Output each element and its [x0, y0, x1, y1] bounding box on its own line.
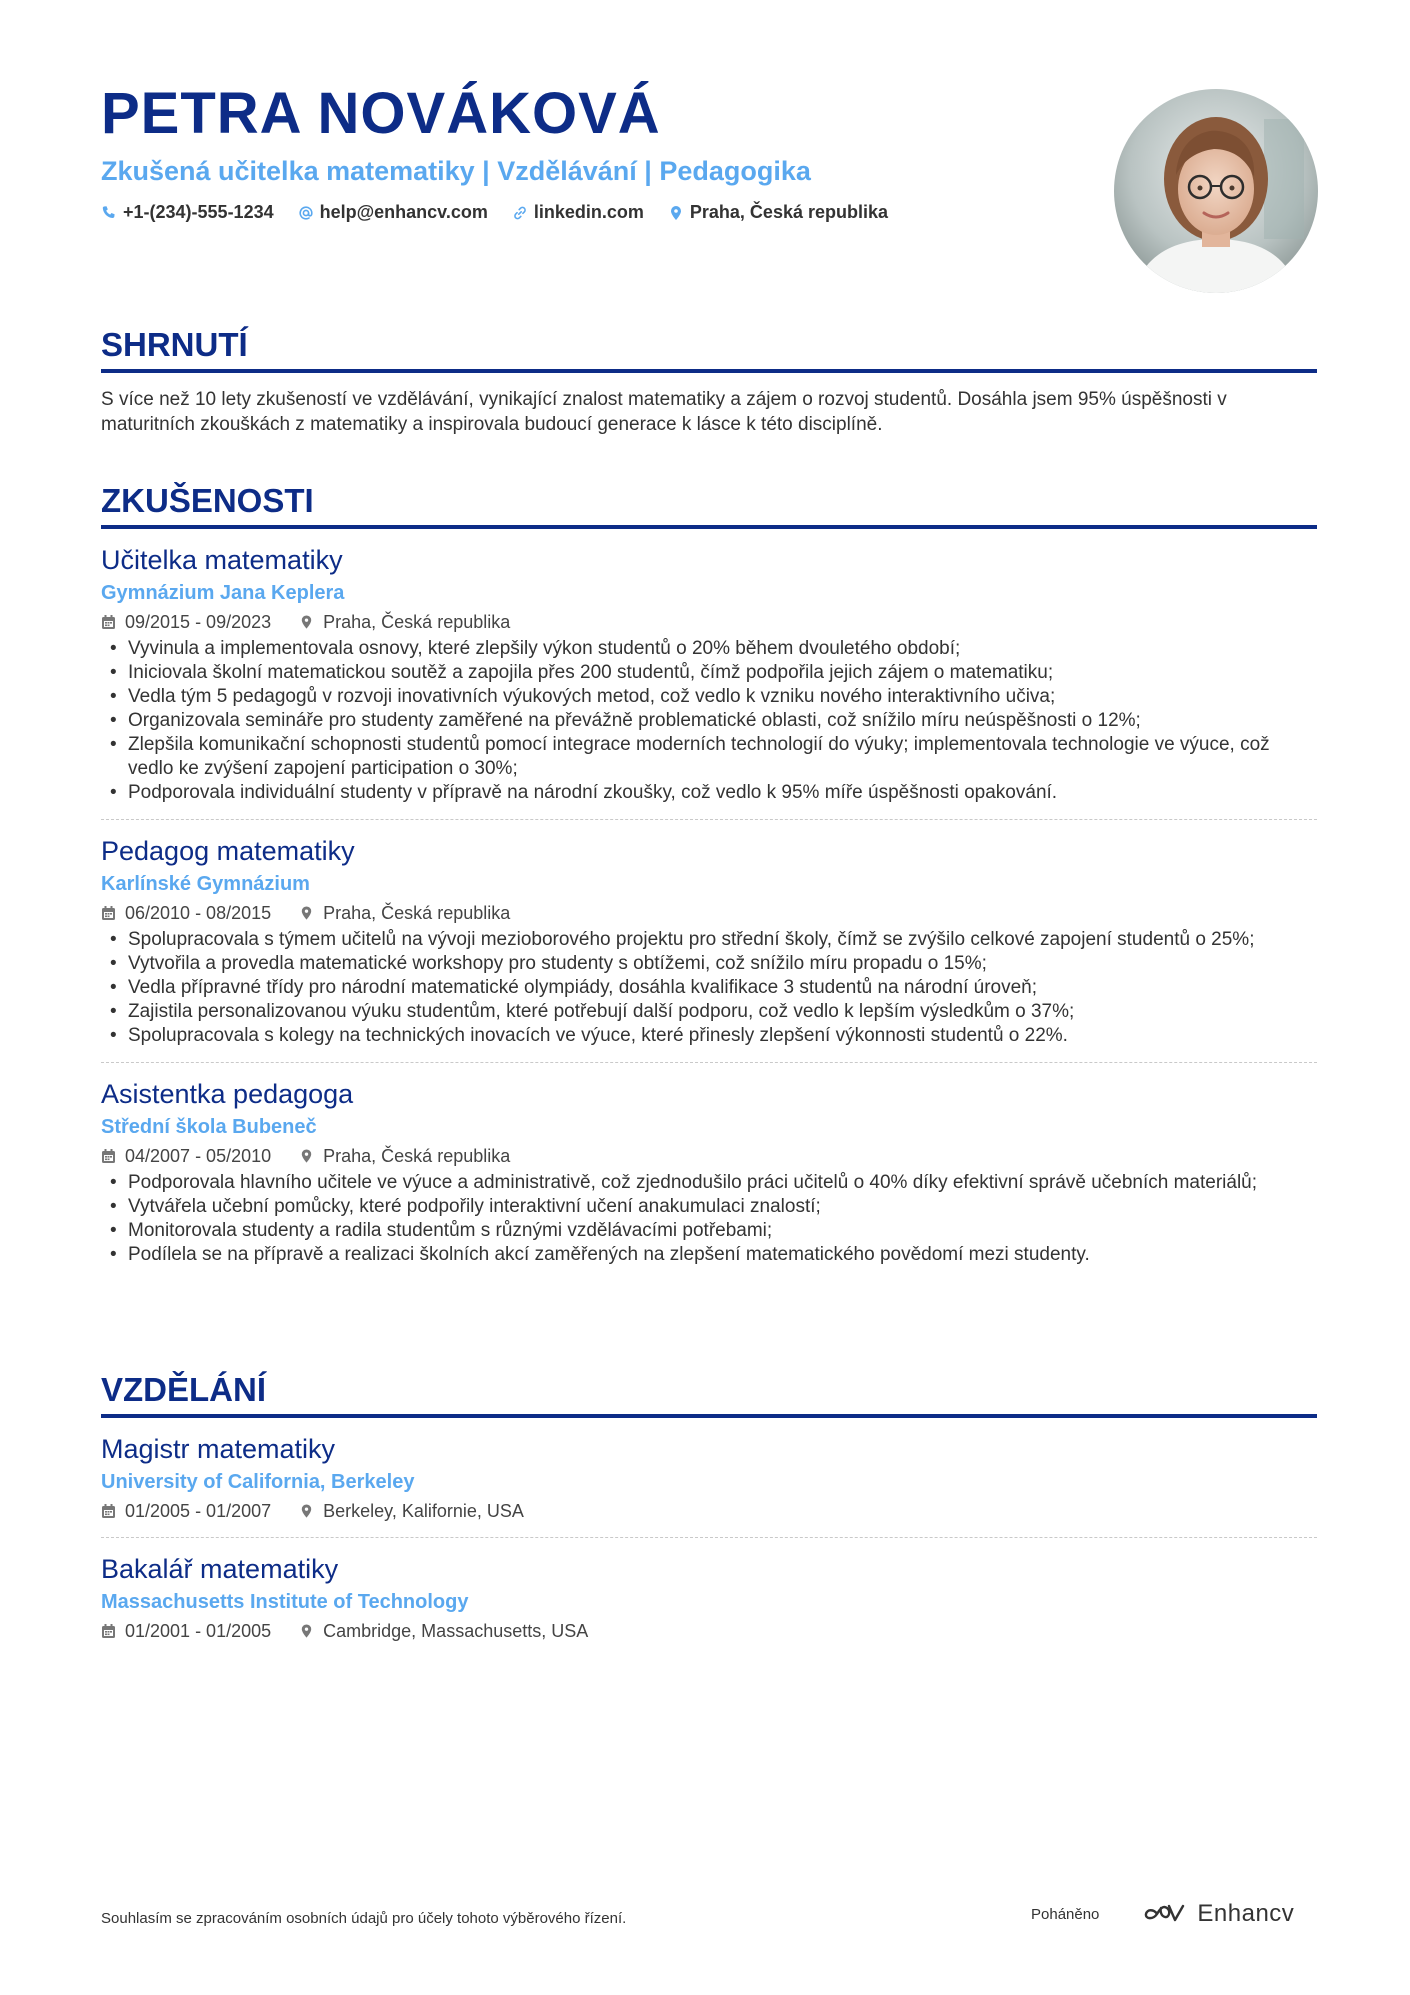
entry-meta	[101, 901, 1317, 925]
entry-dates	[101, 1499, 271, 1523]
education-entry	[101, 1418, 1317, 1523]
email-text: help@enhancv.com	[319, 202, 488, 222]
dates-text: 01/2005 - 01/2007	[125, 1501, 272, 1521]
phone-icon	[101, 205, 117, 221]
entry-dates	[101, 1619, 271, 1643]
entry-location	[299, 1619, 588, 1643]
link-icon	[512, 205, 528, 221]
dates-text: 04/2007 - 05/2010	[125, 1146, 272, 1166]
achievement-item: • Zlepšila komunikační schopnosti studentů pomocí integrace moderních technologií do výuky; implementovala technologie ve výuce, což vedlo ke zvýšení zapojení participation o 30%;	[101, 733, 1317, 781]
summary-title: SHRNUTÍ	[101, 325, 1317, 373]
achievement-item: • Podporovala hlavního učitele ve výuce a administrativě, což zjednodušilo práci učitelů o 40% díky efektivní správě učebních materiálů;	[101, 1171, 1317, 1195]
achievement-item: • Vytvořila a provedla matematické workshopy pro studenty s obtížemi, což snížilo míru propadu o 15%;	[101, 952, 1317, 976]
location-pin-icon	[299, 614, 314, 630]
entry-location	[299, 1144, 510, 1168]
enhancv-logo[interactable]	[1143, 1900, 1294, 1928]
entry-location	[299, 610, 510, 634]
resume-header	[101, 82, 1101, 223]
location-pin-icon	[299, 1503, 314, 1519]
dates-text: 06/2010 - 08/2015	[125, 903, 272, 923]
entry-location	[299, 1499, 524, 1523]
contact-linkedin[interactable]	[512, 202, 644, 223]
candidate-name: PETRA NOVÁKOVÁ	[101, 81, 661, 146]
calendar-icon	[101, 1148, 116, 1164]
powered-by	[1031, 1900, 1294, 1928]
dates-text: 09/2015 - 09/2023	[125, 612, 272, 632]
school-name: Massachusetts Institute of Technology	[101, 1591, 469, 1613]
location-text: Praha, Česká republika	[323, 903, 511, 923]
brand-name: Enhancv	[1197, 1900, 1295, 1927]
contact-phone[interactable]	[101, 202, 274, 223]
job-title: Učitelka matematiky	[101, 545, 343, 575]
employer-name: Gymnázium Jana Keplera	[101, 582, 345, 604]
enhancv-logo-icon	[1143, 1902, 1189, 1926]
education-entry	[101, 1537, 1317, 1643]
achievement-item: • Podporovala individuální studenty v přípravě na národní zkoušky, což vedlo k 95% míře úspěšnosti opakování.	[101, 781, 1317, 805]
experience-entry	[101, 529, 1317, 805]
entry-location	[299, 901, 510, 925]
linkedin-text: linkedin.com	[533, 202, 644, 222]
achievement-list	[101, 928, 1317, 1048]
contact-email[interactable]	[298, 202, 488, 223]
profile-photo	[1114, 89, 1318, 293]
education-section	[101, 1370, 1317, 1643]
job-title: Pedagog matematiky	[101, 836, 355, 866]
location-pin-icon	[299, 905, 314, 921]
entry-meta	[101, 1499, 1317, 1523]
achievement-item: • Vyvinula a implementovala osnovy, které zlepšily výkon studentů o 20% během dvouletého období;	[101, 637, 1317, 661]
location-text: Cambridge, Massachusetts, USA	[323, 1621, 589, 1641]
at-icon	[298, 205, 314, 221]
achievement-item: • Zajistila personalizovanou výuku studentům, které potřebují další podporu, což vedlo k lepším výsledkům o 37%;	[101, 1000, 1317, 1024]
location-pin-icon	[299, 1623, 314, 1639]
entry-dates	[101, 1144, 271, 1168]
school-name: University of California, Berkeley	[101, 1471, 415, 1493]
resume-page	[101, 0, 1317, 1995]
achievement-item: • Spolupracovala s týmem učitelů na vývoji mezioborového projektu pro střední školy, čímž se zvýšilo celkové zapojení studentů o 25%;	[101, 928, 1317, 952]
entry-meta	[101, 1619, 1317, 1643]
entry-dates	[101, 901, 271, 925]
calendar-icon	[101, 1623, 116, 1639]
location-text: Praha, Česká republika	[323, 612, 511, 632]
location-text: Berkeley, Kalifornie, USA	[323, 1501, 524, 1521]
candidate-headline: Zkušená učitelka matematiky | Vzdělávání | Pedagogika	[101, 156, 811, 186]
location-pin-icon	[299, 1148, 314, 1164]
experience-entry	[101, 819, 1317, 1048]
job-title: Asistentka pedagoga	[101, 1079, 354, 1109]
powered-by-label: Poháněno	[1031, 1905, 1100, 1923]
experience-title: ZKUŠENOSTI	[101, 481, 1317, 529]
experience-entry	[101, 1062, 1317, 1267]
entry-meta	[101, 1144, 1317, 1168]
achievement-item: • Vedla přípravné třídy pro národní matematické olympiády, dosáhla kvalifikace 3 studentů na národní úroveň;	[101, 976, 1317, 1000]
achievement-list	[101, 1171, 1317, 1267]
experience-section	[101, 481, 1317, 1267]
achievement-item: • Podílela se na přípravě a realizaci školních akcí zaměřených na zlepšení matematického povědomí mezi studenty.	[101, 1243, 1317, 1267]
calendar-icon	[101, 905, 116, 921]
achievement-item: • Spolupracovala s kolegy na technických inovacích ve výuce, které přinesly zlepšení výkonnosti studentů o 22%.	[101, 1024, 1317, 1048]
degree-title: Bakalář matematiky	[101, 1554, 339, 1584]
location-text: Praha, Česká republika	[323, 1146, 511, 1166]
summary-text: S více než 10 lety zkušeností ve vzdělávání, vynikající znalost matematiky a zájem o rozvoj studentů. Dosáhla jsem 95% úspěšnosti v maturitních zkouškách z matematiky a inspirovala budoucí generace k lásce k této disciplíně.	[101, 389, 1227, 435]
employer-name: Střední škola Bubeneč	[101, 1116, 317, 1138]
calendar-icon	[101, 1503, 116, 1519]
phone-text: +1-(234)-555-1234	[123, 202, 274, 222]
employer-name: Karlínské Gymnázium	[101, 873, 310, 895]
entry-dates	[101, 610, 271, 634]
consent-note: Souhlasím se zpracováním osobních údajů pro účely tohoto výběrového řízení.	[101, 1910, 627, 1927]
achievement-item: • Monitorovala studenty a radila studentům s různými vzdělávacími potřebami;	[101, 1219, 1317, 1243]
achievement-item: • Vytvářela učební pomůcky, které podpořily interaktivní učení anakumulaci znalostí;	[101, 1195, 1317, 1219]
dates-text: 01/2001 - 01/2005	[125, 1621, 272, 1641]
degree-title: Magistr matematiky	[101, 1434, 336, 1464]
achievement-item: • Vedla tým 5 pedagogů v rozvoji inovativních výukových metod, což vedlo k vzniku nového interaktivního učiva;	[101, 685, 1317, 709]
summary-section	[101, 325, 1317, 437]
location-pin-icon	[668, 205, 684, 221]
location-text: Praha, Česká republika	[689, 202, 889, 222]
contact-bar	[101, 202, 1101, 223]
contact-location	[668, 202, 888, 223]
calendar-icon	[101, 614, 116, 630]
achievement-list	[101, 637, 1317, 805]
achievement-item: • Iniciovala školní matematickou soutěž a zapojila přes 200 studentů, čímž podpořila jejich zájem o matematiku;	[101, 661, 1317, 685]
achievement-item: • Organizovala semináře pro studenty zaměřené na převážně problematické oblasti, což snížilo míru neúspěšnosti o 12%;	[101, 709, 1317, 733]
education-title: VZDĚLÁNÍ	[101, 1370, 1317, 1418]
entry-meta	[101, 610, 1317, 634]
